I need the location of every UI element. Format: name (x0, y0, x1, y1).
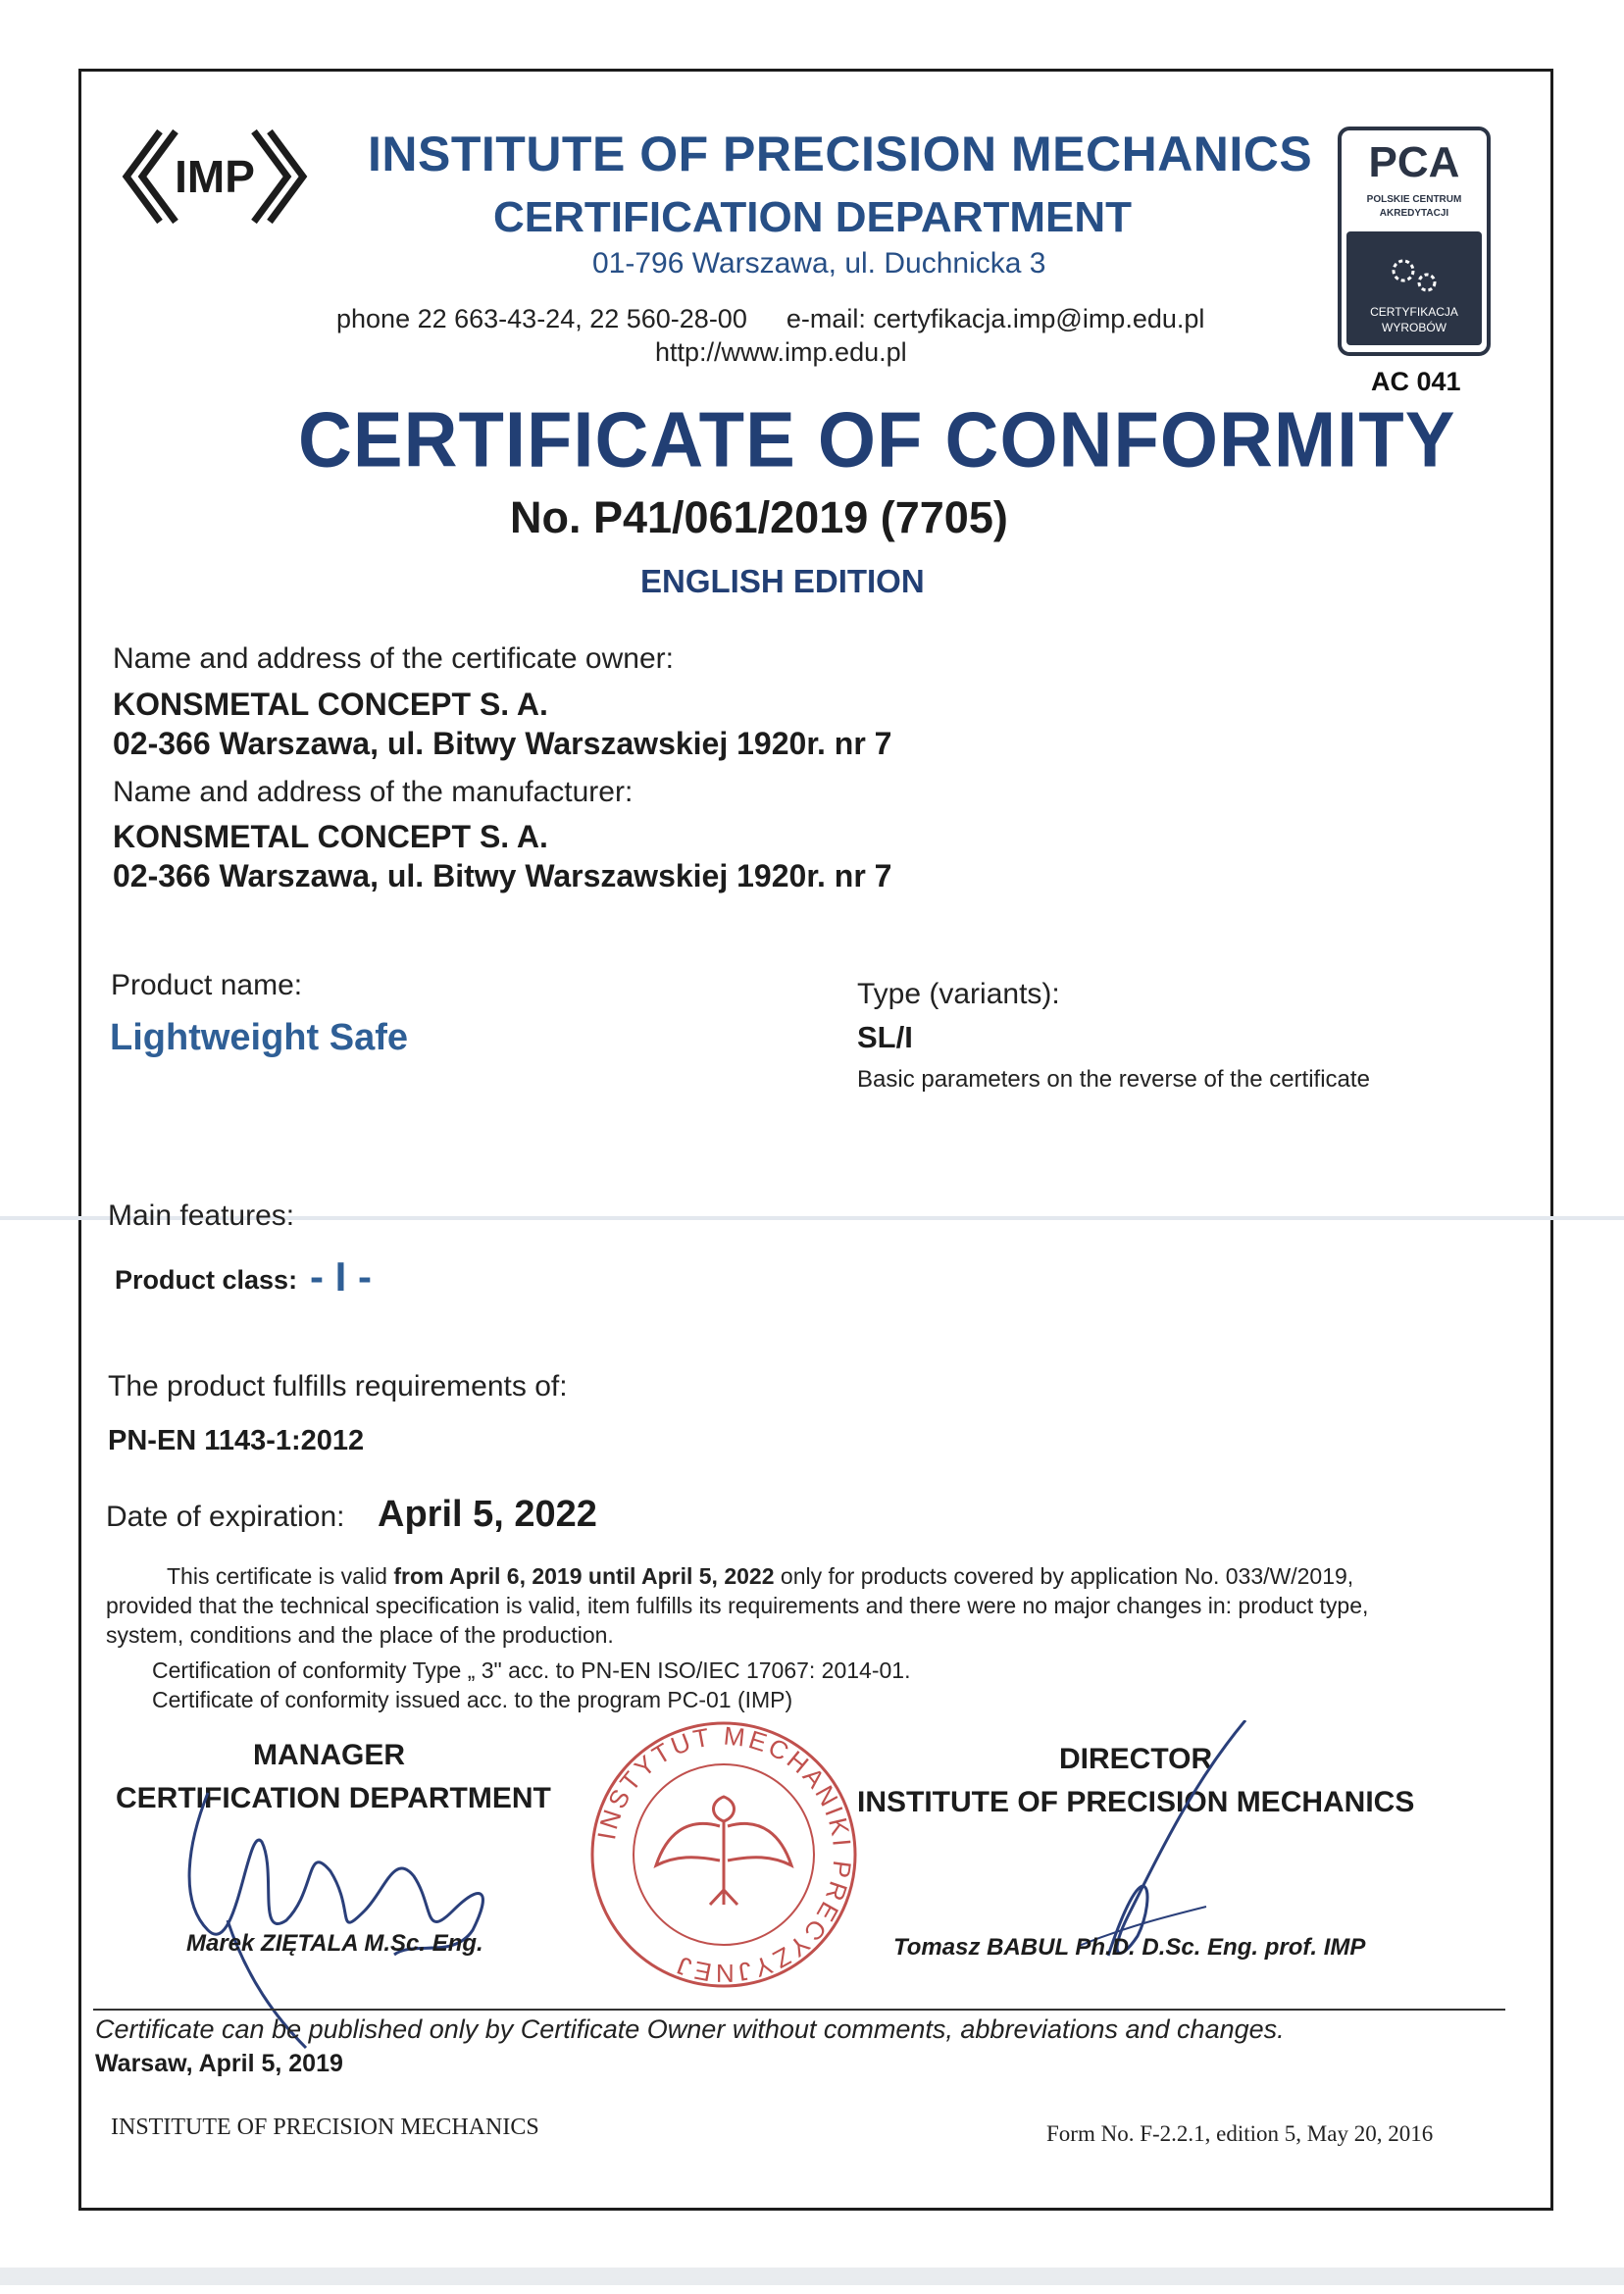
institute-name: INSTITUTE OF PRECISION MECHANICS (368, 127, 1313, 181)
imp-logo (121, 126, 309, 228)
owner-address: 02-366 Warszawa, ul. Bitwy Warszawskiej 1920r. nr 7 (113, 726, 892, 761)
requirements-label: The product fulfills requirements of: (108, 1370, 568, 1402)
expiration-label: Date of expiration: (106, 1501, 345, 1533)
type-label: Type (variants): (857, 978, 1060, 1010)
pca-line2: AKREDYTACJI (1379, 208, 1449, 219)
validity-line-2: provided that the technical specification is valid, item fulfills its requirements and there were no major changes in: product type, (106, 1593, 1369, 1618)
validity-line-3: system, conditions and the place of the production. (106, 1622, 614, 1648)
pca-line3: CERTYFIKACJA (1370, 305, 1458, 319)
product-label: Product name: (111, 969, 303, 1001)
product-class-value: - I - (310, 1253, 372, 1300)
contact-line (336, 304, 1204, 334)
manufacturer-address: 02-366 Warszawa, ul. Bitwy Warszawskiej 1920r. nr 7 (113, 858, 892, 893)
footer-form-number: Form No. F-2.2.1, edition 5, May 20, 2016 (1046, 2121, 1434, 2146)
director-institute: INSTITUTE OF PRECISION MECHANICS (857, 1786, 1415, 1818)
manager-name: Marek ZIĘTALA M.Sc. Eng. (186, 1930, 483, 1957)
product-name: Lightweight Safe (110, 1017, 408, 1058)
validity-period: from April 6, 2019 until April 5, 2022 (393, 1563, 775, 1589)
accreditation-number: AC 041 (1371, 367, 1461, 396)
pca-mark-text: PCA (1368, 138, 1460, 186)
expiration-date: April 5, 2022 (378, 1494, 597, 1535)
validity-paragraph (106, 1561, 1503, 1714)
certificate-edition: ENGLISH EDITION (640, 563, 925, 599)
manufacturer-label: Name and address of the manufacturer: (113, 776, 634, 808)
features-label: Main features: (108, 1199, 295, 1232)
certificate-title: CERTIFICATE OF CONFORMITY (298, 395, 1456, 484)
product-class-label: Product class: (115, 1265, 298, 1295)
pca-line1: POLSKIE CENTRUM (1366, 194, 1462, 205)
scan-edge (0, 2268, 1624, 2285)
institute-address: 01-796 Warszawa, ul. Duchnicka 3 (592, 247, 1046, 280)
eagle-icon (656, 1797, 791, 1905)
pca-accreditation-mark (1337, 126, 1492, 357)
manufacturer-name: KONSMETAL CONCEPT S. A. (113, 819, 548, 854)
owner-name: KONSMETAL CONCEPT S. A. (113, 687, 548, 722)
manager-title: MANAGER (253, 1739, 405, 1771)
director-name: Tomasz BABUL Ph.D. D.Sc. Eng. prof. IMP (893, 1934, 1366, 1961)
pca-line4: WYROBÓW (1382, 321, 1446, 334)
footer-institute: INSTITUTE OF PRECISION MECHANICS (111, 2115, 539, 2140)
publication-note: Certificate can be published only by Certificate Owner without comments, abbreviations and changes. (95, 2014, 1285, 2044)
type-note: Basic parameters on the reverse of the certificate (857, 1066, 1370, 1093)
validity-line-4: Certification of conformity Type „ 3" acc. to PN-EN ISO/IEC 17067: 2014-01. (152, 1657, 911, 1683)
imp-logo-text: IMP (175, 151, 255, 202)
phone: phone 22 663-43-24, 22 560-28-00 (336, 304, 747, 333)
email: e-mail: certyfikacja.imp@imp.edu.pl (786, 304, 1205, 333)
website-url: http://www.imp.edu.pl (655, 337, 907, 367)
type-value: SL/I (857, 1020, 913, 1054)
validity-text-a: This certificate is valid (167, 1563, 394, 1589)
director-title: DIRECTOR (1059, 1743, 1213, 1775)
certificate-number: No. P41/061/2019 (7705) (510, 492, 1008, 542)
manager-department: CERTIFICATION DEPARTMENT (116, 1782, 551, 1814)
owner-label: Name and address of the certificate owner: (113, 642, 674, 675)
signature-divider (93, 2009, 1505, 2011)
seal-text: INSTYTUT MECHANIKI PRECYZYJNEJ (591, 1720, 858, 1989)
validity-text-c: only for products covered by application No. 033/W/2019, (774, 1563, 1354, 1589)
place-and-date: Warsaw, April 5, 2019 (95, 2050, 343, 2077)
requirements-standard: PN-EN 1143-1:2012 (108, 1425, 365, 1456)
department-name: CERTIFICATION DEPARTMENT (493, 193, 1132, 241)
institute-seal (587, 1718, 860, 1991)
validity-line-5: Certificate of conformity issued acc. to the program PC-01 (IMP) (152, 1687, 793, 1712)
